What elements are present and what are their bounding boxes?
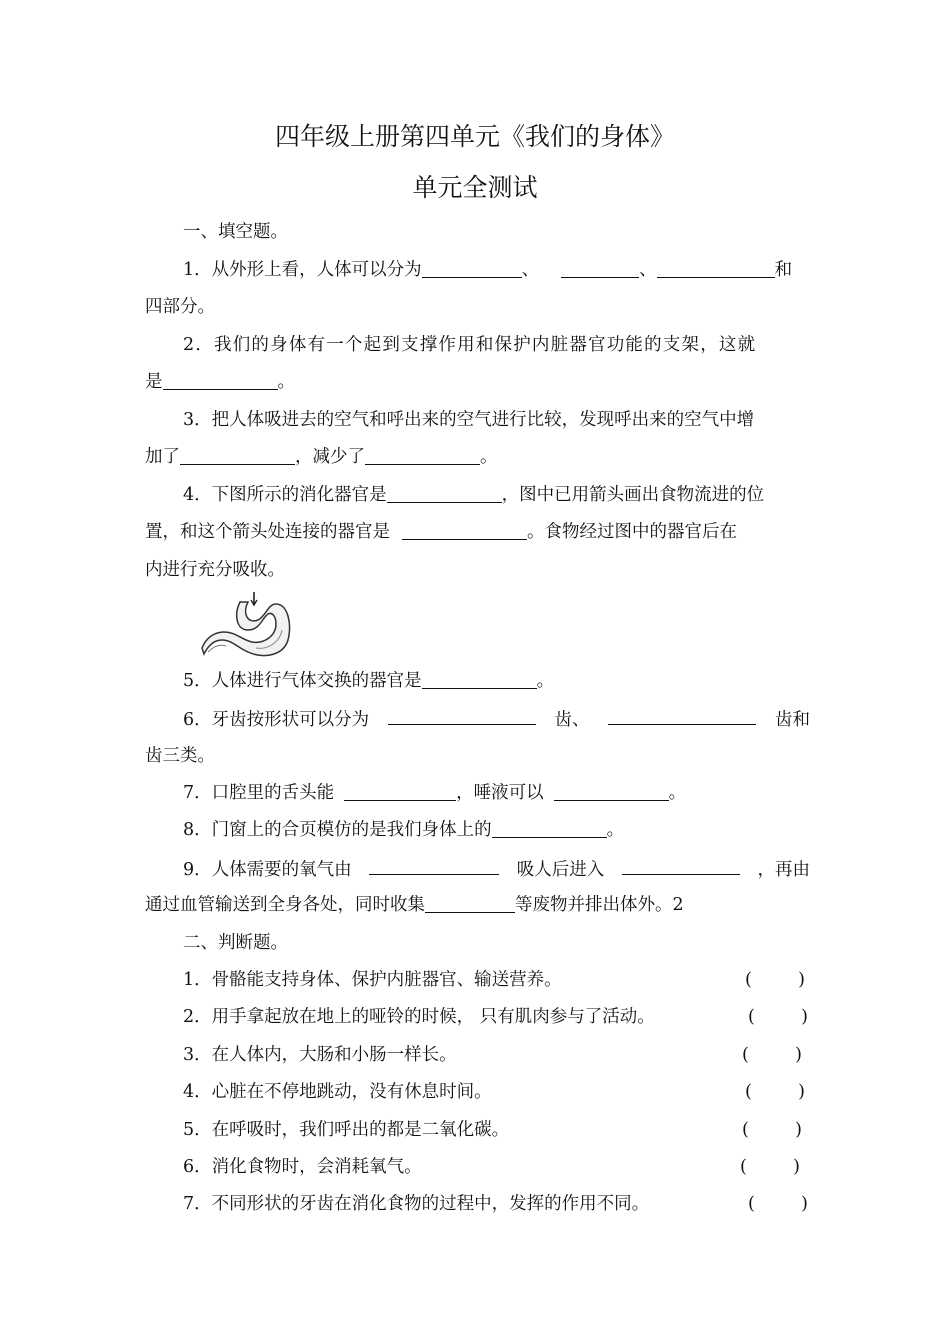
answer-blank[interactable]	[369, 856, 499, 875]
judge-item: 4．心脏在不停地跳动，没有休息时间。	[183, 1082, 492, 1102]
judge-item: 5．在呼吸时，我们呼出的都是二氧化碳。	[183, 1120, 510, 1140]
answer-parentheses[interactable]: ( )	[745, 970, 805, 990]
judge-item: 6．消化食物时，会消耗氧气。	[183, 1157, 422, 1177]
answer-blank[interactable]	[180, 446, 295, 465]
question-9-cont: 通过血管输送到全身各处，同时收集 等废物并排出体外。2	[145, 895, 684, 915]
section-judge-heading: 二、判断题。	[183, 933, 288, 953]
page-subtitle: 单元全测试	[412, 173, 538, 202]
stomach-icon	[196, 590, 300, 662]
question-3: 3．把人体吸进去的空气和呼出来的空气进行比较，发现呼出来的空气中增	[183, 410, 755, 430]
question-1: 1．从外形上看，人体可以分为 、 、 和	[183, 260, 793, 280]
answer-blank[interactable]	[422, 259, 522, 278]
question-2-cont: 是 。	[145, 372, 295, 392]
question-6: 6．牙齿按形状可以分为 齿、 齿和	[183, 706, 810, 732]
question-5: 5．人体进行气体交换的器官是 。	[183, 671, 555, 691]
question-1-cont: 四部分。	[145, 297, 215, 317]
question-9: 9．人体需要的氧气由 吸人后进入 ，再由	[183, 856, 810, 882]
answer-blank[interactable]	[344, 782, 456, 801]
question-4: 4．下图所示的消化器官是 ，图中已用箭头画出食物流进的位	[183, 485, 765, 505]
judge-item: 2．用手拿起放在地上的哑铃的时候， 只有肌肉参与了活动。	[183, 1007, 655, 1027]
page-title: 四年级上册第四单元《我们的身体》	[274, 122, 675, 151]
question-7: 7．口腔里的舌头能 ，唾液可以 。	[183, 783, 687, 803]
answer-blank[interactable]	[402, 521, 527, 540]
question-6-cont: 齿三类。	[145, 746, 215, 766]
answer-parentheses[interactable]: ( )	[748, 1007, 808, 1027]
judge-item: 7．不同形状的牙齿在消化食物的过程中，发挥的作用不同。	[183, 1194, 650, 1214]
answer-parentheses[interactable]: ( )	[740, 1157, 800, 1177]
answer-blank[interactable]	[608, 706, 756, 725]
question-2: 2．我们的身体有一个起到支撑作用和保护内脏器官功能的支架，这就	[183, 335, 757, 355]
answer-blank[interactable]	[163, 371, 278, 390]
judge-item: 3．在人体内，大肠和小肠一样长。	[183, 1045, 457, 1065]
answer-blank[interactable]	[422, 670, 537, 689]
answer-blank[interactable]	[622, 856, 740, 875]
answer-blank[interactable]	[657, 259, 775, 278]
answer-blank[interactable]	[388, 706, 536, 725]
answer-blank[interactable]	[554, 782, 669, 801]
answer-parentheses[interactable]: ( )	[742, 1120, 802, 1140]
answer-parentheses[interactable]: ( )	[745, 1082, 805, 1102]
question-8: 8．门窗上的合页模仿的是我们身体上的 。	[183, 820, 625, 840]
answer-parentheses[interactable]: ( )	[742, 1045, 802, 1065]
question-3-cont: 加了 ，减少了 。	[145, 447, 498, 467]
answer-blank[interactable]	[492, 819, 607, 838]
question-4-cont: 置，和这个箭头处连接的器官是 。食物经过图中的器官后在	[145, 522, 737, 542]
answer-blank[interactable]	[365, 446, 480, 465]
question-4-cont2: 内进行充分吸收。	[145, 560, 285, 580]
section-fill-in-heading: 一、填空题。	[183, 222, 288, 242]
answer-blank[interactable]	[425, 894, 515, 913]
answer-parentheses[interactable]: ( )	[748, 1194, 808, 1214]
answer-blank[interactable]	[387, 484, 502, 503]
answer-blank[interactable]	[561, 259, 639, 278]
judge-item: 1．骨骼能支持身体、保护内脏器官、输送营养。	[183, 970, 562, 990]
